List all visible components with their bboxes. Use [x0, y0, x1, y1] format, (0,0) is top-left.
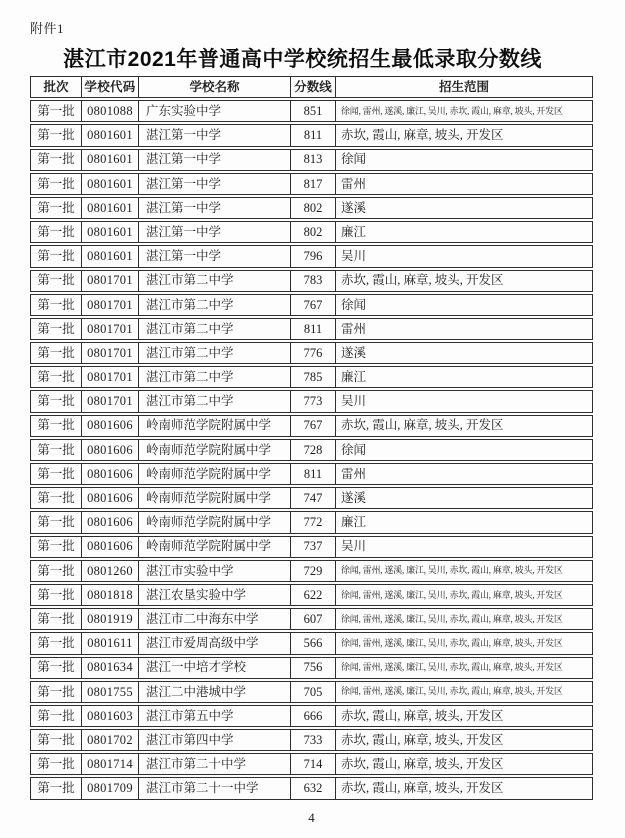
cell-school-name: 湛江市第五中学 — [138, 706, 290, 726]
cell-batch: 第一批 — [37, 200, 75, 215]
cell-batch: 第一批 — [37, 394, 75, 409]
cell-admission-range: 徐闻, 雷州, 遂溪, 廉江, 吴川, 赤坎, 霞山, 麻章, 坡头, 开发区 — [335, 561, 592, 581]
cell-batch: 第一批 — [37, 781, 75, 796]
cell-school-name: 湛江第一中学 — [138, 150, 290, 170]
cell-school-name: 湛江第一中学 — [138, 198, 290, 218]
cell-batch: 第一批 — [37, 732, 75, 747]
cell-score-line: 802 — [290, 198, 335, 218]
cell-school-code: 0801702 — [81, 730, 138, 750]
table-row — [30, 657, 593, 679]
table-row — [30, 124, 593, 146]
cell-score-line: 666 — [290, 706, 335, 726]
cell-school-code: 0801755 — [81, 682, 138, 702]
col-header-school-name: 学校名称 — [138, 77, 290, 97]
cell-score-line: 705 — [290, 682, 335, 702]
cell-admission-range: 遂溪 — [335, 343, 592, 363]
cell-admission-range: 赤坎, 霞山, 麻章, 坡头, 开发区 — [335, 706, 592, 726]
table-row — [30, 584, 593, 606]
cell-batch: 第一批 — [37, 321, 75, 336]
table-row — [30, 705, 593, 727]
cell-score-line: 811 — [290, 125, 335, 145]
page-title: 湛江市2021年普通高中学校统招生最低录取分数线 — [63, 48, 542, 71]
cell-admission-range: 吴川 — [335, 537, 592, 557]
cell-school-code: 0801714 — [81, 754, 138, 774]
page-number: 4 — [308, 810, 315, 825]
cell-school-name: 湛江市爱周高级中学 — [138, 633, 290, 653]
cell-score-line: 811 — [290, 319, 335, 339]
cell-school-code: 0801260 — [81, 561, 138, 581]
table-row — [30, 270, 593, 292]
cell-batch: 第一批 — [37, 539, 75, 554]
table-row — [30, 681, 593, 703]
cell-school-name: 湛江市第四中学 — [138, 730, 290, 750]
cell-admission-range: 徐闻, 雷州, 遂溪, 廉江, 吴川, 赤坎, 霞山, 麻章, 坡头, 开发区 — [335, 633, 592, 653]
table-row — [30, 366, 593, 388]
cell-score-line: 796 — [290, 246, 335, 266]
cell-school-name: 湛江农垦实验中学 — [138, 585, 290, 605]
table-row — [30, 777, 593, 799]
cell-school-name: 湛江市第二十一中学 — [138, 778, 290, 798]
cell-school-name: 湛江市第二中学 — [138, 319, 290, 339]
cell-school-name: 岭南师范学院附属中学 — [138, 488, 290, 508]
cell-school-code: 0801701 — [81, 391, 138, 411]
cell-school-name: 湛江市第二中学 — [138, 271, 290, 291]
table-row — [30, 221, 593, 243]
cell-school-code: 0801606 — [81, 464, 138, 484]
cell-score-line: 733 — [290, 730, 335, 750]
cell-school-code: 0801701 — [81, 367, 138, 387]
cell-school-name: 湛江市第二中学 — [138, 295, 290, 315]
cell-score-line: 767 — [290, 416, 335, 436]
cell-admission-range: 徐闻 — [335, 295, 592, 315]
table-body — [30, 100, 593, 799]
table-row — [30, 245, 593, 267]
table-row — [30, 294, 593, 316]
cell-batch: 第一批 — [37, 466, 75, 481]
cell-admission-range: 雷州 — [335, 174, 592, 194]
cell-score-line: 773 — [290, 391, 335, 411]
cell-school-code: 0801611 — [81, 633, 138, 653]
cell-batch: 第一批 — [37, 757, 75, 772]
cell-score-line: 783 — [290, 271, 335, 291]
cell-admission-range: 雷州 — [335, 319, 592, 339]
cell-admission-range: 徐闻, 雷州, 遂溪, 廉江, 吴川, 赤坎, 霞山, 麻章, 坡头, 开发区 — [335, 658, 592, 678]
table-row — [30, 753, 593, 775]
cell-school-name: 岭南师范学院附属中学 — [138, 512, 290, 532]
cell-school-name: 湛江第一中学 — [138, 246, 290, 266]
cell-school-name: 湛江市第二中学 — [138, 367, 290, 387]
cell-school-code: 0801606 — [81, 440, 138, 460]
cell-admission-range: 廉江 — [335, 512, 592, 532]
cell-batch: 第一批 — [37, 660, 75, 675]
cell-batch: 第一批 — [37, 345, 75, 360]
cell-school-name: 湛江二中港城中学 — [138, 682, 290, 702]
cell-admission-range: 雷州 — [335, 464, 592, 484]
cell-school-code: 0801709 — [81, 778, 138, 798]
cell-batch: 第一批 — [37, 611, 75, 626]
cell-score-line: 632 — [290, 778, 335, 798]
table-row — [30, 536, 593, 558]
table-row — [30, 415, 593, 437]
cell-admission-range: 徐闻 — [335, 440, 592, 460]
cell-batch: 第一批 — [37, 708, 75, 723]
cell-school-name: 湛江第一中学 — [138, 222, 290, 242]
table-row — [30, 632, 593, 654]
cell-score-line: 607 — [290, 609, 335, 629]
cell-admission-range: 赤坎, 霞山, 麻章, 坡头, 开发区 — [335, 271, 592, 291]
cell-admission-range: 徐闻, 雷州, 遂溪, 廉江, 吴川, 赤坎, 霞山, 麻章, 坡头, 开发区 — [335, 609, 592, 629]
cell-score-line: 772 — [290, 512, 335, 532]
cell-batch: 第一批 — [37, 636, 75, 651]
cell-batch: 第一批 — [37, 491, 75, 506]
cell-school-code: 0801088 — [81, 101, 138, 121]
cell-admission-range: 赤坎, 霞山, 麻章, 坡头, 开发区 — [335, 416, 592, 436]
table-row — [30, 100, 593, 122]
cell-admission-range: 遂溪 — [335, 198, 592, 218]
cell-admission-range: 遂溪 — [335, 488, 592, 508]
cell-school-code: 0801701 — [81, 343, 138, 363]
cell-school-code: 0801919 — [81, 609, 138, 629]
cell-batch: 第一批 — [37, 370, 75, 385]
cell-batch: 第一批 — [37, 128, 75, 143]
cell-school-code: 0801606 — [81, 512, 138, 532]
cell-admission-range: 徐闻 — [335, 150, 592, 170]
table-row — [30, 318, 593, 340]
cell-batch: 第一批 — [37, 563, 75, 578]
cell-score-line: 802 — [290, 222, 335, 242]
cell-admission-range: 徐闻, 雷州, 遂溪, 廉江, 吴川, 赤坎, 霞山, 麻章, 坡头, 开发区 — [335, 682, 592, 702]
cell-admission-range: 吴川 — [335, 246, 592, 266]
col-header-batch: 批次 — [43, 79, 69, 94]
cell-score-line: 813 — [290, 150, 335, 170]
cell-school-code: 0801601 — [81, 150, 138, 170]
table-row — [30, 729, 593, 751]
cell-batch: 第一批 — [37, 104, 75, 119]
cell-score-line: 851 — [290, 101, 335, 121]
cell-school-code: 0801701 — [81, 295, 138, 315]
cell-batch: 第一批 — [37, 515, 75, 530]
cell-school-code: 0801606 — [81, 537, 138, 557]
cell-school-name: 湛江市第二中学 — [138, 343, 290, 363]
cell-school-name: 湛江第一中学 — [138, 125, 290, 145]
col-header-admission-range: 招生范围 — [335, 77, 592, 97]
cell-school-name: 岭南师范学院附属中学 — [138, 440, 290, 460]
cell-school-name: 岭南师范学院附属中学 — [138, 537, 290, 557]
cell-admission-range: 徐闻, 雷州, 遂溪, 廉江, 吴川, 赤坎, 霞山, 麻章, 坡头, 开发区 — [335, 585, 592, 605]
cell-score-line: 728 — [290, 440, 335, 460]
cell-school-name: 广东实验中学 — [138, 101, 290, 121]
cell-school-code: 0801701 — [81, 319, 138, 339]
cell-school-code: 0801634 — [81, 658, 138, 678]
cell-admission-range: 吴川 — [335, 391, 592, 411]
cell-school-code: 0801601 — [81, 174, 138, 194]
table-row — [30, 342, 593, 364]
cell-school-code: 0801601 — [81, 246, 138, 266]
cell-batch: 第一批 — [37, 418, 75, 433]
cell-school-code: 0801601 — [81, 125, 138, 145]
score-table — [30, 76, 593, 802]
table-row — [30, 173, 593, 195]
cell-admission-range: 廉江 — [335, 367, 592, 387]
cell-admission-range: 赤坎, 霞山, 麻章, 坡头, 开发区 — [335, 754, 592, 774]
cell-school-code: 0801818 — [81, 585, 138, 605]
attachment-label: 附件1 — [30, 21, 65, 36]
table-row — [30, 439, 593, 461]
cell-score-line: 817 — [290, 174, 335, 194]
cell-school-code: 0801601 — [81, 222, 138, 242]
cell-batch: 第一批 — [37, 249, 75, 264]
table-row — [30, 390, 593, 412]
table-header-row — [30, 76, 593, 98]
cell-batch: 第一批 — [37, 152, 75, 167]
table-row — [30, 608, 593, 630]
cell-score-line: 756 — [290, 658, 335, 678]
cell-score-line: 747 — [290, 488, 335, 508]
cell-score-line: 622 — [290, 585, 335, 605]
col-header-school-code: 学校代码 — [81, 77, 138, 97]
cell-admission-range: 赤坎, 霞山, 麻章, 坡头, 开发区 — [335, 778, 592, 798]
cell-score-line: 566 — [290, 633, 335, 653]
cell-batch: 第一批 — [37, 273, 75, 288]
cell-school-code: 0801606 — [81, 416, 138, 436]
cell-school-name: 湛江市第二中学 — [138, 391, 290, 411]
cell-score-line: 729 — [290, 561, 335, 581]
cell-school-code: 0801701 — [81, 271, 138, 291]
cell-score-line: 714 — [290, 754, 335, 774]
table-row — [30, 487, 593, 509]
cell-score-line: 776 — [290, 343, 335, 363]
cell-score-line: 737 — [290, 537, 335, 557]
cell-school-code: 0801601 — [81, 198, 138, 218]
cell-admission-range: 赤坎, 霞山, 麻章, 坡头, 开发区 — [335, 730, 592, 750]
col-header-score-line: 分数线 — [290, 77, 335, 97]
cell-batch: 第一批 — [37, 176, 75, 191]
cell-admission-range: 徐闻, 雷州, 遂溪, 廉江, 吴川, 赤坎, 霞山, 麻章, 坡头, 开发区 — [335, 101, 592, 121]
cell-school-code: 0801606 — [81, 488, 138, 508]
cell-school-name: 湛江第一中学 — [138, 174, 290, 194]
cell-school-code: 0801603 — [81, 706, 138, 726]
cell-batch: 第一批 — [37, 297, 75, 312]
cell-school-name: 岭南师范学院附属中学 — [138, 416, 290, 436]
table-row — [30, 463, 593, 485]
cell-score-line: 811 — [290, 464, 335, 484]
cell-school-name: 湛江市第二十中学 — [138, 754, 290, 774]
table-row — [30, 560, 593, 582]
cell-batch: 第一批 — [37, 587, 75, 602]
cell-score-line: 767 — [290, 295, 335, 315]
cell-school-name: 湛江市实验中学 — [138, 561, 290, 581]
cell-batch: 第一批 — [37, 442, 75, 457]
cell-school-name: 岭南师范学院附属中学 — [138, 464, 290, 484]
cell-admission-range: 赤坎, 霞山, 麻章, 坡头, 开发区 — [335, 125, 592, 145]
table-row — [30, 149, 593, 171]
cell-school-name: 湛江一中培才学校 — [138, 658, 290, 678]
cell-school-name: 湛江市二中海东中学 — [138, 609, 290, 629]
cell-score-line: 785 — [290, 367, 335, 387]
cell-batch: 第一批 — [37, 684, 75, 699]
table-row — [30, 511, 593, 533]
cell-admission-range: 廉江 — [335, 222, 592, 242]
table-row — [30, 197, 593, 219]
cell-batch: 第一批 — [37, 224, 75, 239]
